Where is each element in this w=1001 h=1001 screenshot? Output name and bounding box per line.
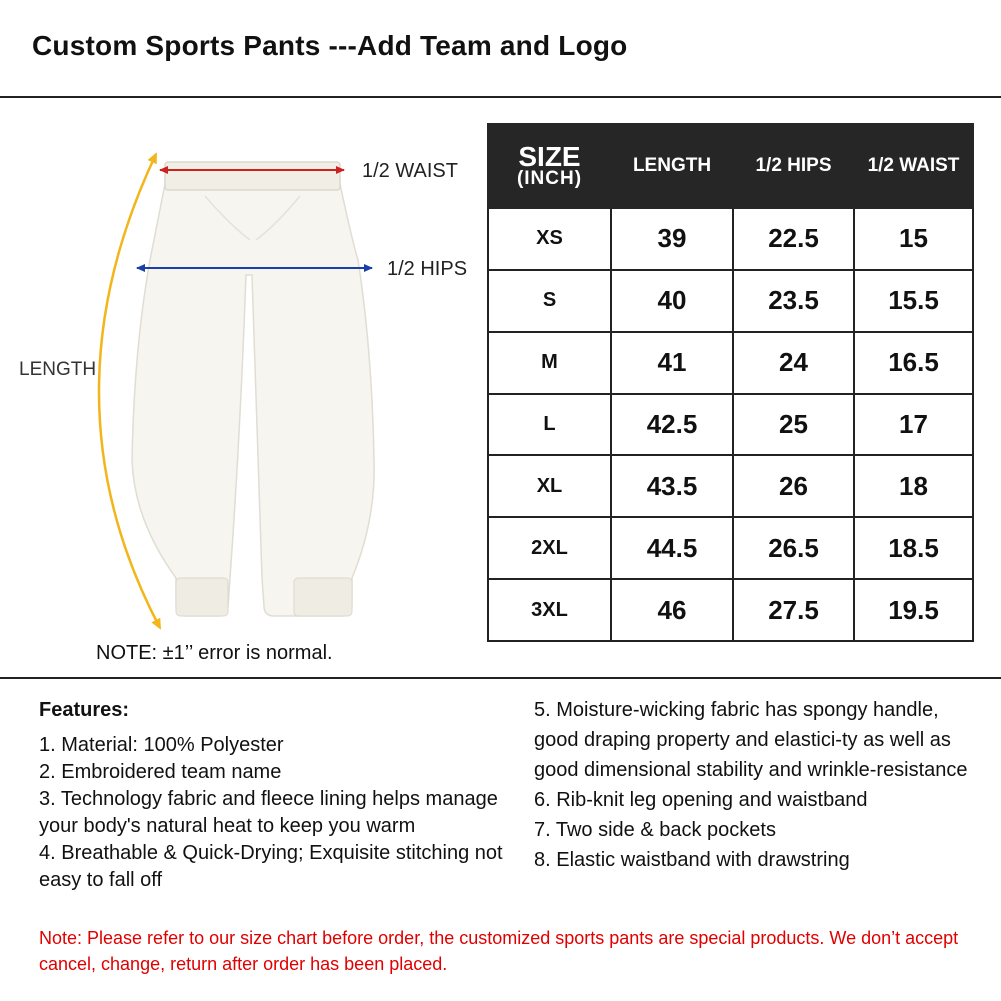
feature-item: 7. Two side & back pockets [534, 819, 776, 841]
order-policy-notice: Note: Please refer to our size chart before order, the customized sports pants are special products. We don’t accept cancel, change, return after order has been placed. [39, 928, 959, 974]
hips-cell: 26 [733, 455, 854, 517]
header-waist: 1/2 WAIST [854, 124, 973, 208]
length-cell: 43.5 [611, 455, 733, 517]
features-left [39, 697, 509, 894]
hips-cell: 24 [733, 332, 854, 394]
hips-cell: 23.5 [733, 270, 854, 332]
tolerance-note: NOTE: ±1’’ error is normal. [96, 642, 333, 664]
hips-label: 1/2 HIPS [387, 258, 468, 280]
length-label: LENGTH [19, 359, 97, 380]
hips-cell: 26.5 [733, 517, 854, 579]
pants-measurement-diagram [0, 100, 480, 675]
size-cell: S [488, 270, 611, 332]
hips-cell: 25 [733, 394, 854, 456]
size-cell: L [488, 394, 611, 456]
length-cell: 40 [611, 270, 733, 332]
table-row [488, 208, 973, 270]
waist-cell: 15.5 [854, 270, 973, 332]
feature-item: 2. Embroidered team name [39, 761, 282, 783]
feature-item: 4. Breathable & Quick-Drying; Exquisite stitching not easy to fall off [39, 842, 503, 891]
waist-label: 1/2 WAIST [362, 160, 458, 182]
waist-cell: 15 [854, 208, 973, 270]
header-size-label: SIZE [518, 140, 581, 172]
waist-cell: 18.5 [854, 517, 973, 579]
size-cell: 3XL [488, 579, 611, 641]
waist-cell: 19.5 [854, 579, 973, 641]
divider-top [0, 96, 1001, 98]
length-cell: 39 [611, 208, 733, 270]
table-row [488, 579, 973, 641]
feature-item: 1. Material: 100% Polyester [39, 734, 284, 756]
length-cell: 42.5 [611, 394, 733, 456]
right-cuff [294, 578, 352, 616]
hips-cell: 22.5 [733, 208, 854, 270]
page-title: Custom Sports Pants ---Add Team and Logo [32, 30, 628, 61]
waistband [165, 162, 340, 190]
size-cell: 2XL [488, 517, 611, 579]
features-heading: Features: [39, 699, 130, 721]
header-size-unit: (INCH) [516, 167, 583, 189]
header-hips: 1/2 HIPS [733, 124, 854, 208]
waist-cell: 18 [854, 455, 973, 517]
size-cell: XL [488, 455, 611, 517]
size-chart-table [487, 123, 974, 642]
length-cell: 46 [611, 579, 733, 641]
size-cell: M [488, 332, 611, 394]
features-right [534, 695, 974, 875]
size-chart-header-row [488, 124, 973, 208]
table-row [488, 270, 973, 332]
size-cell: XS [488, 208, 611, 270]
feature-item: 8. Elastic waistband with drawstring [534, 849, 850, 871]
waist-cell: 16.5 [854, 332, 973, 394]
table-row [488, 394, 973, 456]
left-cuff [176, 578, 228, 616]
feature-item: 5. Moisture-wicking fabric has spongy handle, good draping property and elastici-ty as well as good dimensional stability and wrinkle-resistance [534, 699, 968, 781]
header-length: LENGTH [611, 124, 733, 208]
waist-cell: 17 [854, 394, 973, 456]
table-row [488, 517, 973, 579]
pants-illustration [0, 100, 480, 675]
divider-middle [0, 677, 1001, 679]
table-row [488, 455, 973, 517]
pants-shape [132, 184, 374, 616]
table-row [488, 332, 973, 394]
feature-item: 3. Technology fabric and fleece lining helps manage your body's natural heat to keep you warm [39, 788, 498, 837]
hips-cell: 27.5 [733, 579, 854, 641]
length-cell: 41 [611, 332, 733, 394]
feature-item: 6. Rib-knit leg opening and waistband [534, 789, 868, 811]
header-size [488, 124, 611, 208]
length-cell: 44.5 [611, 517, 733, 579]
